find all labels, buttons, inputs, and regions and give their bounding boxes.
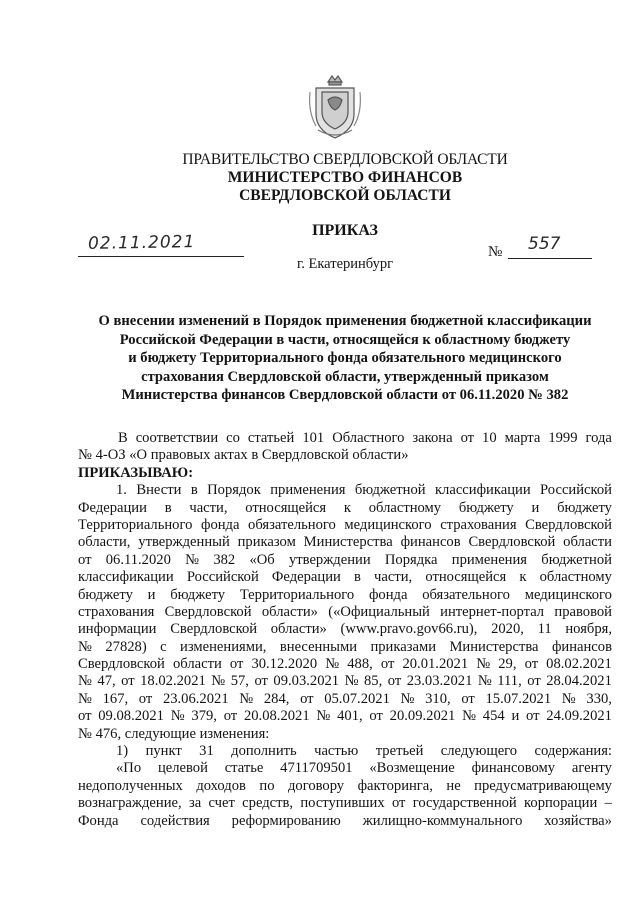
title-line: Министерства финансов Свердловской области от 06.11.2020 № 382 [121, 387, 569, 404]
body-line: от 06.11.2020 № 382 «Об утверждении Порядка применения бюджетной [78, 551, 612, 568]
title-line: и бюджету Территориального фонда обязательного медицинского [128, 350, 562, 367]
body-line: ПРИКАЗЫВАЮ: [78, 464, 194, 481]
title-line: О внесении изменений в Порядок применения бюджетной классификации [98, 313, 592, 329]
number-label: № [488, 244, 503, 260]
body-line: «По целевой статье 4711709501 «Возмещение финансовому агенту [116, 760, 612, 777]
body-line: № 4-ОЗ «О правовых актах в Свердловской области» [78, 447, 409, 464]
body-line: № 27828) с изменениями, внесенными приказами Министерства финансов [78, 638, 612, 655]
body-line: страхования Свердловской области» («Официальный интернет-портал правовой [78, 603, 612, 620]
body-line: № 476, следующие изменения: [78, 725, 270, 742]
body-line: от 09.08.2021 № 379, от 20.08.2021 № 401, от 20.09.2021 № 454 и от 24.09.2021 [78, 708, 612, 725]
body-line: бюджету и бюджету Территориального фонда обязательного медицинского [78, 586, 612, 603]
body-line: В соответствии со статьей 101 Областного закона от 10 марта 1999 года [118, 430, 612, 446]
body-line: Фонда содействия реформированию жилищно-коммунального хозяйства» [78, 812, 612, 829]
document-type: ПРИКАЗ [312, 222, 378, 239]
body-line: 1. Внести в Порядок применения бюджетной классификации Российской [116, 482, 612, 499]
body-line: Свердловской области от 30.12.2020 № 488, от 20.01.2021 № 29, от 08.02.2021 [78, 656, 612, 673]
body-line: области, утвержденный приказом Министерства финансов Свердловской области [78, 534, 612, 551]
body-line: № 47, от 18.02.2021 № 57, от 09.03.2021 № 85, от 23.03.2021 № 111, от 28.04.2021 [78, 673, 612, 690]
document-date: 02.11.2021 [87, 232, 196, 254]
org-name-line3: СВЕРДЛОВСКОЙ ОБЛАСТИ [239, 187, 451, 204]
document-body [78, 430, 612, 830]
document-title [80, 312, 610, 405]
body-line: Территориального фонда обязательного медицинского страхования Свердловской [78, 516, 612, 533]
body-line: недополученных доходов по договору факторинга, не предусматривающему [78, 777, 612, 794]
coat-of-arms-icon [306, 72, 364, 142]
city: г. Екатеринбург [296, 256, 394, 272]
title-line: Российской Федерации в части, относящейся к областному бюджету [119, 331, 571, 348]
org-name-line2: МИНИСТЕРСТВО ФИНАНСОВ [227, 169, 463, 186]
title-line: страхования Свердловской области, утвержденный приказом [141, 368, 549, 385]
body-line: Федерации в части, относящейся к областному бюджету и бюджету [78, 499, 612, 516]
body-line: вознаграждение, за счет средств, поступивших от государственной корпорации – [78, 795, 612, 812]
body-line: классификации Российской Федерации в части, относящейся к областному [78, 569, 612, 586]
document-number: 557 [528, 234, 561, 254]
body-line: информации Свердловской области» (www.pravo.gov66.ru), 2020, 11 ноября, [78, 621, 612, 638]
body-line: № 167, от 23.06.2021 № 284, от 05.07.2021 № 310, от 15.07.2021 № 330, [78, 690, 612, 707]
org-name-line1: ПРАВИТЕЛЬСТВО СВЕРДЛОВСКОЙ ОБЛАСТИ [182, 151, 508, 168]
body-line: 1) пункт 31 дополнить частью третьей следующего содержания: [116, 743, 612, 760]
